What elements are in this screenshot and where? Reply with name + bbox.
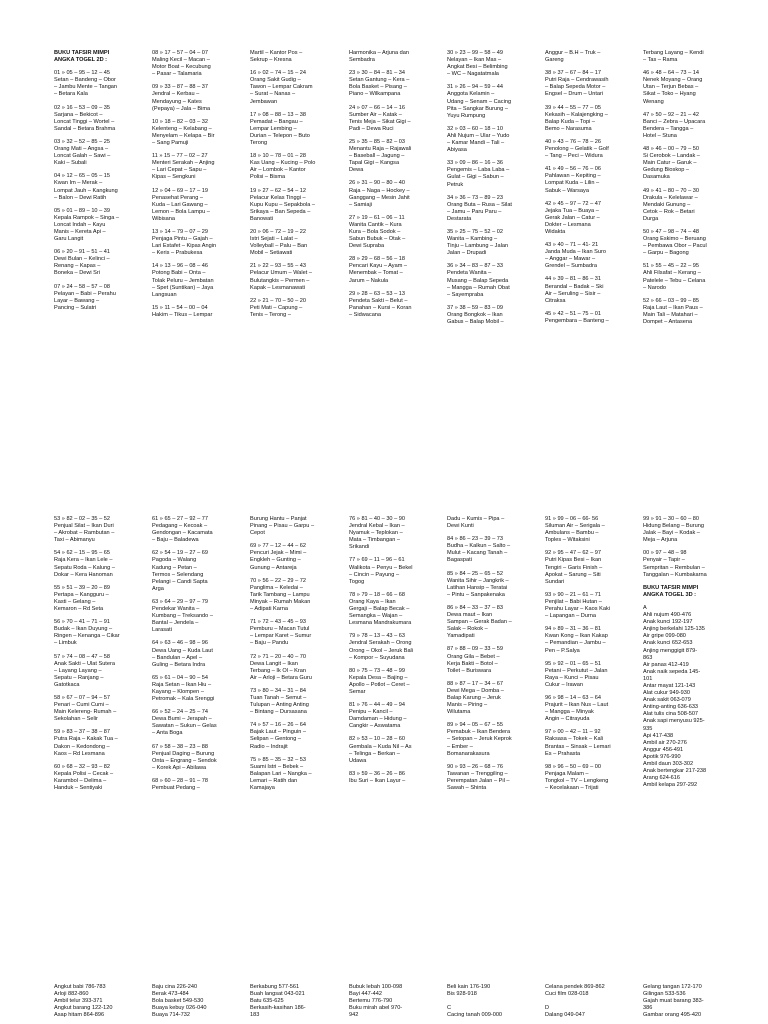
dream-entry: 22 » 21 – 70 – 50 – 20 Peti Mati – Capung – Tenis – Terong – xyxy=(250,297,306,318)
dream-entry: A Ahli nujum 490-476 Anak kunci 192-197 Anjing berkelahi 125-135 Air gripe 099-080 Anak kunci 652-653 Anjing menggigit 879- 863 Air panas 412-419 Anak naik sepeda 145- 101 Antar mayat 121-143 Alat cukur 949-930 Anak sakit 063-079 Anting-anting 636-633 Alat tulis cina 508-507 Anak sapi menyusu 925- 935 Api 417-438 Ambil air 270-276 Anggur 456-491 Apotik 976-990 Ambil daun 303-302 Anak bertengkar 217-238 Arang 624-616 Ambil kelapa 297-292 xyxy=(643,604,707,789)
band2-column-5 xyxy=(447,516,543,876)
dream-entry: 42 » 45 – 97 – 72 – 47 Jejaka Tua – Buaya – Gerak Jalan – Catur – Dokter – Lesmana Widakta xyxy=(545,200,601,235)
dream-entry: 75 » 85 – 35 – 32 – 53 Suami Istri – Bebek – Balapan Lari – Nangka – Lemari – Ratih dan Kamajaya xyxy=(250,756,312,791)
dream-entry: 97 » 00 – 42 – 11 – 92 Raksasa – Tokek – Kali Brantas – Sinsak – Lemari Es – Prahasta xyxy=(545,729,611,757)
dream-entry: 55 » 51 – 39 – 20 – 89 Pertapa – Kangguru – Kasti – Gelang – Kemaron – Rd Seta xyxy=(54,584,110,613)
dream-entry: 56 » 70 – 41 – 71 – 91 Budak – Ikan Duyung – Ringen – Kenanga – Cikar – Limbuk xyxy=(54,619,120,647)
dream-entry: 85 » 84 – 25 – 65 – 52 Wanita Sihir – Jangkrik – Latihan Hansip – Teratai – Pintu – Sanpakenaka xyxy=(447,570,509,598)
dream-entry: 50 » 47 – 98 – 74 – 48 Orang Eskimo – Beruang – Pembawa Obor – Pacul – Garpu – Bagong xyxy=(643,228,707,257)
dream-entry: 36 » 34 – 83 – 87 – 33 Pendeta Wanita – Musang – Balap Sepeda – Mangga – Rumah Obat – Sayempraba xyxy=(447,263,510,298)
dream-entry: 10 » 18 – 82 – 03 – 32 Kelenteng – Kelabang – Menyelam – Kelapa – Bir – Sang Pamuji xyxy=(152,118,215,147)
dream-entry: 93 » 90 – 21 – 61 – 71 Penjilat – Babi Hutan – Perahu Layar – Kaos Kaki – Lapangan – Durna xyxy=(545,591,610,620)
dream-entry: Gelang tangan 172-170 Gilingan 533-536 Gajah muat barang 383- 386 Gambar orang 495-420 xyxy=(643,984,704,1019)
band3-column-5 xyxy=(447,984,543,1024)
dream-entry: 60 » 68 – 32 – 93 – 82 Kepala Polisi – Cecak – Karambol – Delima – Handuk – Sentiyaki xyxy=(54,763,114,791)
dream-entry: 61 » 65 – 27 – 92 – 77 Pedagang – Kecoak – Gendongan – Kacamata – Baju – Baladewa xyxy=(152,516,213,544)
dream-entry: 24 » 07 – 66 – 14 – 16 Sumber Air – Katak – Tenis Meja – Sikat Gigi – Padi – Dewa Ruci xyxy=(349,104,411,132)
dream-entry: 90 » 93 – 26 – 68 – 76 Tawanan – Trenggiling – Perempatan Jalan – Pil – Sawah – Shinta xyxy=(447,763,510,791)
dream-entry: 08 » 17 – 57 – 04 – 07 Maling Kecil – Macan – Motor Boat – Kecubung – Pasar – Talamaria xyxy=(152,50,211,78)
dream-entry: 32 » 03 – 60 – 18 – 10 Ahli Nujum – Ular – Yudo – Kamar Mandi – Tali – Abiyasa xyxy=(447,125,510,154)
dream-entry: 87 » 88 – 09 – 33 – 59 Orang Gila – Bebet – Kerja Bakti – Botol – Toilet – Buriswara xyxy=(447,646,503,674)
dream-entry: 65 » 61 – 04 – 90 – 54 Raja Setan – Ikan Hiu – Kayang – Klompen – Petromak – Kala Srenggi xyxy=(152,674,215,703)
band2-column-3 xyxy=(250,516,346,876)
band3-column-3 xyxy=(250,984,346,1024)
dream-entry: 68 » 60 – 28 – 91 – 78 Pembuat Pedang – xyxy=(152,777,208,791)
dream-entry: Martil – Kantor Pos – Sekrup – Kresna xyxy=(250,50,303,64)
dream-entry: 57 » 74 – 08 – 47 – 58 Anak Sakti – Ulat Sutera – Layang Layang – Sepatu – Ranjang – Gatotkaca xyxy=(54,653,115,688)
dream-entry: 62 » 54 – 19 – 27 – 69 Pagoda – Walang Kadung – Petan – Termos – Selendang Pelangi – Candi Sapta Arga xyxy=(152,550,208,592)
dream-entry: Berkabung 577-561 Buah langsat 043-021 Batu 635-625 Berkasih-kasihan 186- 183 xyxy=(250,984,306,1019)
dream-entry: 81 » 76 – 44 – 49 – 94 Penipu – Kancil – Damdaman – Hidung – Cangkir – Aswatama xyxy=(349,702,407,730)
band2-column-7 xyxy=(643,516,743,876)
dream-entry: 16 » 02 – 74 – 15 – 24 Orang Sakit Gudig – Tawon – Lempar Cakram – Surat – Nanas – Jembawan xyxy=(250,70,313,105)
band1-column-4 xyxy=(349,50,445,400)
dream-entry: 38 » 37 – 67 – 84 – 17 Putri Raja – Cendrawasih – Balap Sepeda Motor – Engsel – Drum – Untari xyxy=(545,70,609,98)
dream-entry: Harmonika – Arjuna dan Sembadra xyxy=(349,50,410,64)
band3-column-4 xyxy=(349,984,445,1024)
dream-entry: 79 » 78 – 13 – 43 – 63 Jendral Serakah – Orong Orong – Okol – Jeruk Bali – Kompor – Suyudana xyxy=(349,633,414,661)
dream-entry: Dadu – Kumis – Pipa – Dewi Kunti xyxy=(447,516,505,530)
band1-column-7 xyxy=(643,50,743,400)
dream-entry: 80 » 75 – 73 – 48 – 99 Kepala Desa – Bajing – Apollo – Potlot – Ceret – Semar xyxy=(349,667,410,695)
dream-entry: 18 » 10 – 78 – 01 – 28 Kas Uang – Kucing – Polo Air – Lombok – Kantor Polisi – Bisma xyxy=(250,153,316,181)
dream-entry: 27 » 19 – 61 – 06 – 11 Wanita Cantik – Kura Kura – Bola Sodok – Sabun Bubuk – Otak – Dewi Supraba xyxy=(349,214,406,250)
dream-entry: 25 » 35 – 85 – 82 – 03 Menantu Raja – Rajawali – Baseball – Jagung – Tapal Gigi – Kangsa Dewa xyxy=(349,138,412,174)
dream-entry: 89 » 94 – 05 – 67 – 55 Pemabuk – Ikan Bendera – Setopan – Jeruk Keprok – Ember – Bomanarakasura xyxy=(447,722,512,757)
band1-column-1 xyxy=(54,50,150,400)
band-middle xyxy=(0,516,768,876)
dream-entry: Anggur – B.H – Truk – Gareng xyxy=(545,50,601,64)
dream-entry: 73 » 80 – 34 – 31 – 84 Tuan Tanah – Semut – Tulupan – Anting Anting – Bintang – Dursasana xyxy=(250,687,309,716)
dream-entry: 46 » 48 – 64 – 73 – 14 Nenek Moyang – Orang Utan – Terjun Bebas – Sikat – Toko – Hyang Wenang xyxy=(643,70,703,105)
dream-entry: 83 » 59 – 36 – 26 – 86 Ibu Suri – Ikan Layur – xyxy=(349,770,406,784)
band3-column-7 xyxy=(643,984,743,1024)
dream-entry: BUKU TAFSIR MIMPI ANGKA TOGEL 3D : xyxy=(643,584,699,598)
dream-entry: 66 » 52 – 24 – 25 – 74 Dewa Bumi – Jerapah – Sawatan – Sukun – Gelas – Anta Boga xyxy=(152,709,217,737)
dream-entry: 19 » 27 – 62 – 54 – 12 Pelacur Kelas Tinggi – Kupu Kupu – Sepakbola – Srikaya – Ban Sepeda – Banowati xyxy=(250,187,316,222)
dream-entry: 95 » 92 – 01 – 65 – 51 Petani – Perkutut – Jalan Raya – Kunci – Pisau Cukur – Irawan xyxy=(545,660,608,688)
dream-entry: 03 » 32 – 52 – 85 – 25 Orang Mati – Angsa – Loncat Galah – Sawi – Kaki – Subali xyxy=(54,138,111,167)
dream-entry: 40 » 43 – 76 – 78 – 26 Penolong – Gelatik – Golf – Tang – Peci – Widura xyxy=(545,138,609,160)
dream-entry: Bubuk lebah 100-098 Bayi 447-442 Bertemu 776-790 Buku mirah abel 970- 942 xyxy=(349,984,403,1019)
dream-entry: 53 » 82 – 02 – 35 – 52 Penjual Silat – Ikan Duri – Akrobat – Rambutan – Taxi – Abimanyu xyxy=(54,516,115,544)
band2-column-4 xyxy=(349,516,445,876)
dream-entry: 14 » 13 – 96 – 08 – 46 Potong Babi – Onta – Tolak Peluru – Jembatan – Spet (Suntikan) – Jaya Langsuan xyxy=(152,263,214,298)
dream-entry: 78 » 79 – 18 – 66 – 68 Orang Kaya – Ikan Gergaji – Balap Becak – Semangka – Wajan – Lesmana Mandrakumara xyxy=(349,591,412,627)
dream-entry: 33 » 09 – 86 – 16 – 36 Pengemis – Laba Laba – Gulat – Gigi – Sabun – Petruk xyxy=(447,160,510,188)
dream-entry: 39 » 44 – 55 – 77 – 05 Kekasih – Kalajengking – Balap Kuda – Topi – Bemo – Narasuma xyxy=(545,104,608,132)
dream-entry: 15 » 11 – 54 – 00 – 04 Hakim – Tikus – Lempar xyxy=(152,304,213,318)
dream-entry: Angkut babi 786-783 Arloji 882-860 Ambil telur 393-371 Angkut barang 122-120 Asap hitam 864-896 xyxy=(54,984,113,1019)
dream-entry: 67 » 58 – 38 – 23 – 88 Penjual Daging – Burung Onta – Engrang – Sendok – Korek Api – Abilawa xyxy=(152,743,217,771)
dream-entry: 51 » 55 – 45 – 22 – 95 Ahli Filsafat – Kerang – Patelele – Tebu – Celana – Narodo xyxy=(643,263,706,291)
dream-entry: Celana pendek 869-862 Cuci film 028-018 D Dalang 049-047 xyxy=(545,984,605,1019)
dream-entry: 92 » 95 – 47 – 62 – 97 Putri Kipas Besi – Ikan Tengiri – Garis Finish – Apokat – Sarung – Siti Sundari xyxy=(545,550,603,585)
dream-entry: 45 » 42 – 51 – 75 – 01 Pengembara – Banteng – xyxy=(545,310,609,324)
dream-entry: 12 » 04 – 69 – 17 – 19 Penasehat Perang – Kuda – Lari Gawang – Lemon – Bola Lampu – Wibisana xyxy=(152,187,210,222)
dream-entry: 26 » 31 – 90 – 80 – 40 Raja – Naga – Hockey – Ganggang – Mesin Jahit – Samiaji xyxy=(349,180,410,208)
dream-entry: 35 » 25 – 75 – 52 – 02 Wanita – Kambing – Tinju – Lambung – Jalan Jalan – Drupadi xyxy=(447,228,509,257)
band3-column-6 xyxy=(545,984,641,1024)
dream-entry: 23 » 30 – 84 – 81 – 34 Setan Gantung – Kera – Bola Basket – Pisang – Piano – Wilkampana xyxy=(349,70,410,98)
dream-entry: 31 » 26 – 94 – 59 – 44 Anggota Kelamin – Udang – Senam – Cacing Pita – Sangkar Burung – Yuyu Rumpung xyxy=(447,84,512,119)
band1-column-2 xyxy=(152,50,248,400)
dream-entry: 86 » 84 – 33 – 37 – 83 Dewa maut – Ikan Sampan – Gerak Badan – Salak – Rokok – Yamadipati xyxy=(447,604,512,640)
dream-entry: Terbang Layang – Kendi – Tas – Rama xyxy=(643,50,704,64)
dream-entry: 47 » 50 – 92 – 21 – 42 Banci – Zebra – Upacara Bendera – Tangga – Hotel – Stuna xyxy=(643,111,706,139)
dream-entry: 43 » 40 – 71 – 41- 21 Janda Muda – Ikan Suro – Anggar – Mawar – Grendel – Sumbadra xyxy=(545,242,606,270)
dream-entry: 13 » 14 – 79 – 07 – 29 Penjaga Pintu – Gajah – Lari Estafet – Kipas Angin – Keris – Prabukesa xyxy=(152,228,217,257)
dream-entry: Baju cina 226-240 Berak 473-484 Bola basket 549-530 Buaya kebuy 026-040 Buaya 714-732 xyxy=(152,984,207,1019)
dream-entry: 71 » 72 – 43 – 45 – 93 Pemburu – Macan Tutul – Lempar Karet – Sumur – Baju – Pandu xyxy=(250,619,312,647)
dream-entry: 72 » 71 – 20 – 40 – 70 Dewa Langit – Ikan Terbang – Ik Ol – Kran Air – Arloji – Betara Guru xyxy=(250,653,312,681)
dream-entry: 69 » 77 – 12 – 44 – 62 Pencuri Jejak – Mimi – Engkleh – Gunting – Gunung – Antareja xyxy=(250,543,307,571)
dream-entry: 54 » 62 – 15 – 95 – 65 Raja Kera – Ikan Lele – Sepatu Roda – Kalung – Dokar – Kera Hanoman xyxy=(54,550,115,578)
dream-entry: 04 » 12 – 65 – 05 – 15 Kwan Im – Merak – Lompat Jauh – Kangkung – Balon – Dewi Ratih xyxy=(54,173,118,201)
dream-entry: 37 » 38 – 59 – 83 – 09 Orang Bongkok – Ikan Gabus – Balap Mobil – xyxy=(447,304,504,325)
dream-entry: 82 » 53 – 10 – 28 – 60 Gembala – Kuda Nil – As – Telinga – Berkan – Udawa xyxy=(349,736,412,764)
dream-entry: 64 » 63 – 46 – 98 – 96 Dewa Uang – Kuda Laut – Bandulan – Apel – Guling – Betara Indra xyxy=(152,640,213,668)
band2-column-2 xyxy=(152,516,248,876)
dream-entry: 00 » 97 – 48 – 98 Penyair – Tapir – Sempritan – Rembulan – Tanggalan – Kumbakarna xyxy=(643,550,707,578)
dream-entry: 21 » 22 – 93 – 55 – 43 Pelacur Umum – Walet – Bulutangkis – Permen – Kapak – Lesmanawati xyxy=(250,263,312,291)
dream-entry: 63 » 64 – 29 – 97 – 79 Pendekar Wanita – Kumbang – Treksando – Bantal – Jendela – Larasati xyxy=(152,598,213,634)
band3-column-2 xyxy=(152,984,248,1024)
band1-column-6 xyxy=(545,50,641,400)
dream-entry: 05 » 01 – 89 – 10 – 39 Kepala Rampok – Singa – Loncat Indah – Kayu Manis – Kereta Api – Garu Langit xyxy=(54,207,119,243)
dream-entry: 74 » 57 – 16 – 26 – 64 Bajak Laut – Pinguin – Selipan – Gentong – Radio – Indrajit xyxy=(250,722,306,750)
dream-entry: 98 » 96 – 50 – 69 – 00 Penjaga Malam – Tongkol – TV – Lengkeng – Kecelakaan – Trijati xyxy=(545,763,609,791)
dream-entry: 76 » 81 – 40 – 30 – 90 Jendral Kebal – Ikan – Nyamuk – Teplokan – Mata – Timbangan – Srikandi xyxy=(349,516,405,551)
dream-entry: 28 » 29 – 68 – 56 – 18 Pencari Kayu – Ayam – Menembak – Tomat – Jarum – Nakula xyxy=(349,256,408,284)
dream-entry: 07 » 24 – 58 – 57 – 08 Pelayan – Babi – Perahu Layar – Bawang – Pancing – Sulatri xyxy=(54,283,116,311)
dream-entry: 58 » 67 – 07 – 94 – 57 Penari – Cumi Cumi – Main Kelereng- Rumah – Sekolahan – Selir xyxy=(54,694,117,723)
dream-entry: 11 » 15 – 77 – 02 – 27 Menteri Serakah – Anjing – Lari Cepat – Sapu – Kipas – Sengkuni xyxy=(152,153,215,181)
dream-entry: 20 » 06 – 72 – 19 – 22 Istri Sejati – Lalat – Volleyball – Palu – Ban Mobil – Setiawati xyxy=(250,228,308,257)
dream-entry: 49 » 41 – 80 – 70 – 30 Drakula – Kelelawar – Mendaki Gunung – Cetok – Rok – Betari Durga xyxy=(643,187,699,222)
dream-entry: 34 » 36 – 73 – 89 – 23 Orang Buta – Rusa – Silat – Jamu – Paru Paru – Destarata xyxy=(447,194,512,222)
dream-entry: 96 » 98 – 14 – 63 – 64 Prajurit – Ikan Nus – Laut – Mangga – Minyak Angin – Citrayuda xyxy=(545,694,609,723)
dream-entry: 70 » 56 – 22 – 29 – 72 Panglima – Keledai – Tarik Tambang – Lampu Minyak – Rumah Makan – Adipati Karna xyxy=(250,577,311,613)
band-bottom xyxy=(0,984,768,1024)
dream-entry: 29 » 28 – 63 – 53 – 13 Pendeta Sakti – Belut – Panahan – Kursi – Koran – Sidwacana xyxy=(349,290,412,318)
dream-entry: Beli kain 176-190 Bis 928-918 C Cacing tanah 009-000 xyxy=(447,984,503,1019)
dream-entry: 41 » 49 – 56 – 76 – 06 Pahlawan – Kepiting – Lompat Kuda – Lilin – Sabuk – Warsaya xyxy=(545,166,601,194)
dream-entry: 44 » 39 – 81 – 86 – 31 Berandal – Badak – Ski Air – Seruling – Sisir – Citraksa xyxy=(545,276,604,304)
dream-entry: 52 » 66 – 03 – 99 – 85 Raja Laut – Ikan Paus – Main Tali – Matahari – Dompet – Antasena xyxy=(643,297,703,325)
dream-entry: 17 » 08 – 88 – 13 – 38 Pemadat – Bangau – Lempar Lembing – Durian – Telepon – Buto Terong xyxy=(250,111,310,147)
dream-entry: 99 » 91 – 30 – 60 – 80 Hidung Belang – Burung Jalak – Bayi – Kodak – Meja – Arjuna xyxy=(643,516,704,544)
band2-column-6 xyxy=(545,516,641,876)
dream-entry: 77 » 69 – 11 – 96 – 61 Walikota – Penyu – Bekel – Cincin – Payung – Togog xyxy=(349,557,413,585)
dream-entry: 01 » 05 – 95 – 12 – 45 Setan – Bandeng – Obor – Jambu Mente – Tangan – Betara Kala xyxy=(54,70,118,98)
dream-entry: 94 » 89 – 31 – 36 – 81 Kwan Kong – Ikan Kakap – Pemandian – Jambu – Pen – P.Salya xyxy=(545,626,608,654)
band1-column-5 xyxy=(447,50,543,400)
dream-entry: 91 » 99 – 06 – 66- 56 Siluman Air – Serigala – Ambulans – Bambu – Toples – Witaksini xyxy=(545,516,605,544)
band-top xyxy=(0,50,768,400)
dream-entry: 09 » 33 – 87 – 88 – 37 Jendral – Kerbau – Mendayung – Kates (Pepaya) – Jala – Bima xyxy=(152,84,211,112)
band3-column-1 xyxy=(54,984,150,1024)
dream-entry: 30 » 23 – 99 – 58 – 49 Nelayan – Ikan Mas – Angkat Besi – Belimbing – WC – Nagatatmala xyxy=(447,50,508,78)
dream-entry: 06 » 20 – 91 – 51 – 41 Dewi Bulan – Kelinci – Renang – Kapas – Boneka – Dewi Sri xyxy=(54,249,110,277)
dream-entry: 59 » 83 – 37 – 38 – 87 Putra Raja – Kakak Tua – Dakon – Kedondong – Kaos – Rd Lesmana xyxy=(54,729,118,757)
dream-entry: BUKU TAFSIR MIMPI ANGKA TOGEL 2D : xyxy=(54,50,110,64)
band2-column-1 xyxy=(54,516,150,876)
dream-entry: 48 » 46 – 00 – 79 – 50 Si Cerobok – Landak – Main Catur – Garuk – Gedung Bioskop – Dasamuka xyxy=(643,146,700,181)
dream-entry: 84 » 86 – 23 – 39 – 73 Budha – Kalkun – Salto – Mulut – Kacang Tanah – Bagaspati xyxy=(447,536,511,564)
dream-entry: Burung Hantu – Panjat Pinang – Pisau – Garpu – Cepot xyxy=(250,516,315,537)
dream-entry: 02 » 16 – 53 – 09 – 35 Sarjana – Bekicot – Loncat Tinggi – Wortel – Sandal – Betara Brahma xyxy=(54,104,116,132)
dream-entry: 88 » 87 – 17 – 34 – 67 Dewi Mega – Domba – Balap Karung – Jeruk Manis – Piring – Wilutama xyxy=(447,680,504,716)
band1-column-3 xyxy=(250,50,346,400)
